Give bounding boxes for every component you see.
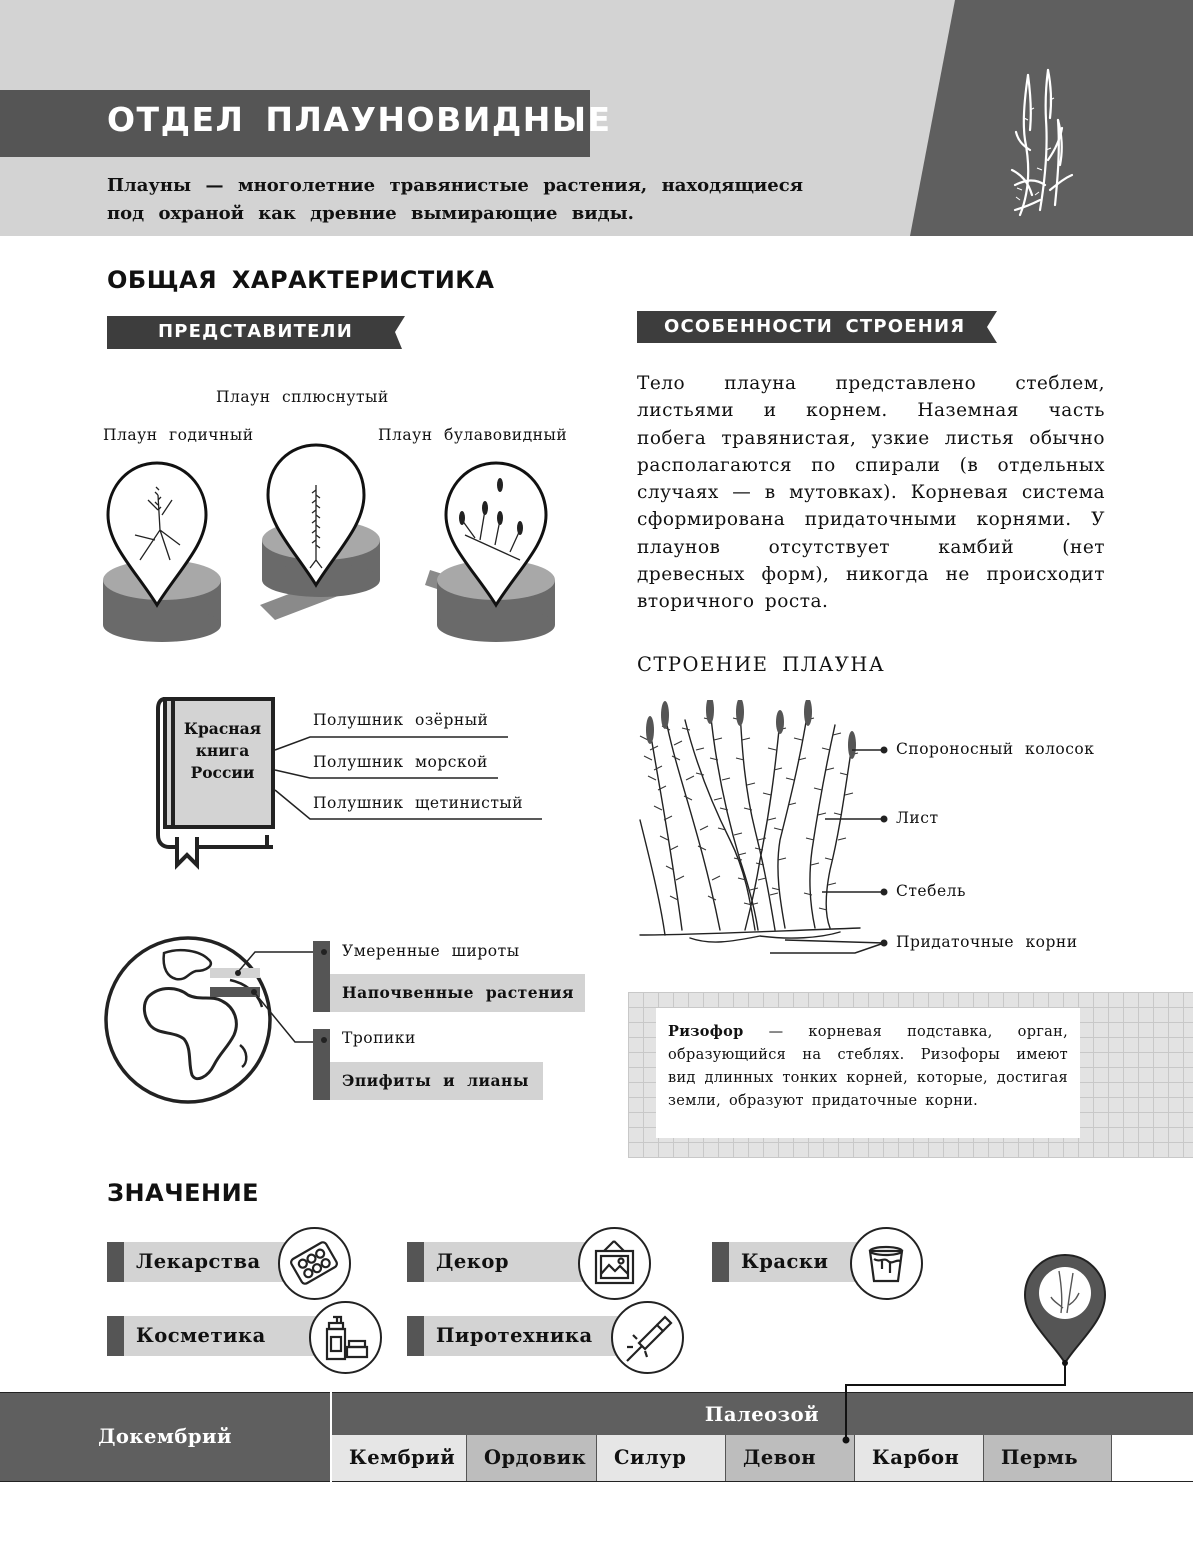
habitat-temperate-type: Напочвенные растения: [330, 974, 585, 1012]
significance-item-decor: Декор: [424, 1242, 596, 1282]
timeline-period-devonian: Девон: [726, 1435, 855, 1481]
species-label-flattened: Плаун сплюснутый: [216, 388, 389, 406]
significance-item-paints: Краски: [729, 1242, 886, 1282]
paint-bucket-icon: [850, 1227, 923, 1300]
section-heading-significance: ЗНАЧЕНИЕ: [107, 1179, 260, 1207]
red-book-item: Полушник морской: [313, 753, 488, 771]
representatives-label: ПРЕДСТАВИТЕЛИ: [158, 321, 353, 342]
species-label-annual: Плаун годичный: [103, 426, 254, 444]
location-pin-icon: [1023, 1253, 1108, 1368]
structure-label-leaf: Лист: [896, 809, 939, 827]
structure-callout-lines: [770, 740, 890, 955]
red-book-title-line3: России: [190, 763, 255, 782]
timeline-period-permian: Пермь: [984, 1435, 1112, 1481]
significance-item-medicines: Лекарства: [124, 1242, 321, 1282]
species-label-clubshaped: Плаун булавовидный: [378, 426, 568, 444]
significance-item-cosmetics: Косметика: [124, 1316, 321, 1356]
significance-marker: [107, 1242, 124, 1282]
significance-item-pyrotechnics: Пиротехника: [424, 1316, 629, 1356]
rhizophore-term: Ризофор: [668, 1023, 744, 1040]
significance-marker: [407, 1316, 424, 1356]
timeline-period-cambrian: Кембрий: [332, 1435, 467, 1481]
species-pedestals-diagram: [100, 440, 560, 645]
structure-label: ОСОБЕННОСТИ СТРОЕНИЯ: [664, 316, 966, 337]
significance-marker: [407, 1242, 424, 1282]
timeline-paleozoic: Палеозой: [704, 1403, 820, 1426]
timeline-period-silurian: Силур: [597, 1435, 726, 1481]
timeline-period-carboniferous: Карбон: [855, 1435, 984, 1481]
red-book-item: Полушник щетинистый: [313, 794, 524, 812]
red-book-title: [180, 718, 265, 784]
cosmetics-icon: [309, 1301, 382, 1374]
intro-text: Плауны — многолетние травянистые растения, находящиеся под охраной как древние вымирающие виды.: [107, 175, 803, 224]
rhizophore-text: [668, 1020, 1068, 1113]
red-book-title-line1: Красная: [183, 719, 262, 738]
firework-icon: [611, 1301, 684, 1374]
rhizophore-definition: — корневая подставка, орган, образующийся на стеблях. Ризофоры имеют вид длинных тонких корней, которые, достигая земли, образуют придаточные корни.: [668, 1024, 1068, 1109]
structure-label-strobilus: Спороносный колосок: [896, 740, 1095, 758]
habitat-temperate-label: Умеренные широты: [342, 942, 520, 960]
habitat-tropics-type: Эпифиты и лианы: [330, 1062, 543, 1100]
picture-frame-icon: [578, 1227, 651, 1300]
timeline-blank-cell: [1112, 1435, 1193, 1481]
page-title: ОТДЕЛ ПЛАУНОВИДНЫЕ: [107, 100, 612, 139]
pills-icon: [278, 1227, 351, 1300]
habitat-tropics-label: Тропики: [342, 1029, 416, 1047]
structure-label-stem: Стебель: [896, 882, 966, 900]
structure-description: Тело плауна представлено стеблем, листьями и корнем. Наземная часть побега травянистая, узкие листья обычно располагаются по спирали (в отдельных случаях — в мутовках). Корневая система сформирована придаточными корнями. У плаунов отсутствует камбий (нет древесных форм), никогда не происходит вторичного роста.: [637, 373, 1105, 613]
red-book-item: Полушник озёрный: [313, 711, 489, 729]
structure-label-roots: Придаточные корни: [896, 933, 1078, 951]
structure-diagram-title: СТРОЕНИЕ ПЛАУНА: [637, 653, 886, 676]
habitat-temperate-dot: [321, 949, 327, 955]
red-book-title-line2: книга: [195, 741, 250, 760]
habitat-tropics-dot: [321, 1037, 327, 1043]
timeline-precambrian: Докембрий: [98, 1425, 232, 1448]
significance-marker: [107, 1316, 124, 1356]
section-heading-general: ОБЩАЯ ХАРАКТЕРИСТИКА: [107, 266, 495, 294]
timeline-period-ordovician: Ордовик: [467, 1435, 597, 1481]
significance-marker: [712, 1242, 729, 1282]
timeline-pin-connector: [840, 1360, 1070, 1445]
